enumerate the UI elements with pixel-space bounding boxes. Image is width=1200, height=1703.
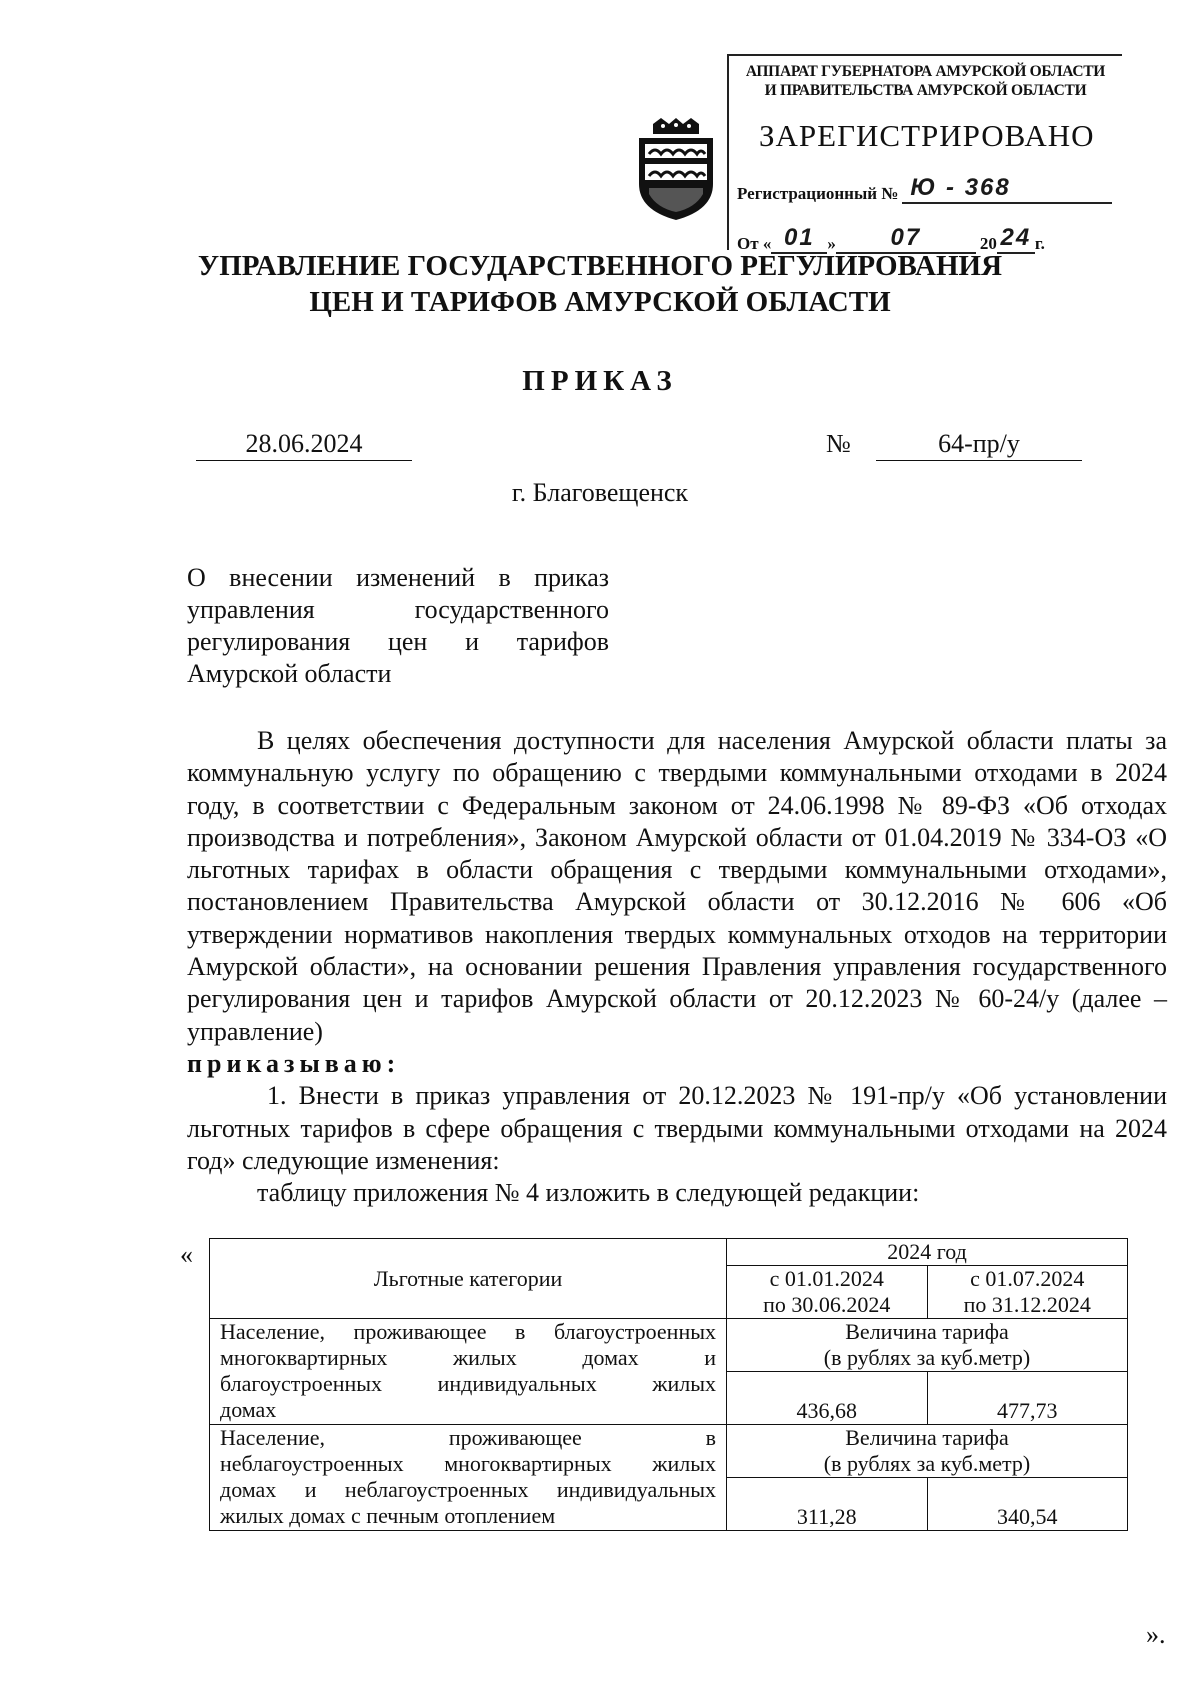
handwritten-day: 01 xyxy=(771,224,827,254)
registration-stamp xyxy=(727,54,1122,253)
order-number: 64-пр/у xyxy=(876,428,1082,461)
row-unit: Величина тарифа (в рублях за куб.метр) xyxy=(727,1319,1128,1372)
row-value-period-2: 477,73 xyxy=(927,1372,1128,1425)
handwritten-reg-number: Ю - 368 xyxy=(902,174,1112,204)
handwritten-year: 24 xyxy=(997,224,1035,254)
row-category: Население, проживающее в неблагоустроенных многоквартирных жилых домах и неблагоустроенных индивидуальных жилых домах с печным отоплением xyxy=(210,1425,727,1531)
header-year: 2024 год xyxy=(727,1239,1128,1266)
handwritten-month: 07 xyxy=(836,224,976,254)
row-category: Население, проживающее в благоустроенных многоквартирных жилых домах и благоустроенных индивидуальных жилых домах xyxy=(210,1319,727,1425)
stamp-status: ЗАРЕГИСТРИРОВАНО xyxy=(759,118,1095,153)
row-value-period-2: 340,54 xyxy=(927,1478,1128,1531)
stamp-registration-number: Регистрационный № Ю - 368 xyxy=(737,174,1112,204)
clause-1-paragraph: 1. Внести в приказ управления от 20.12.2023 № 191-пр/у «Об установлении льготных тарифов в сфере обращения с твердыми коммунальными отходами на 2024 год» следующие изменения: xyxy=(187,1081,1167,1175)
document-title: ПРИКАЗ xyxy=(522,365,678,397)
table-row xyxy=(210,1425,1128,1478)
order-body xyxy=(187,725,1167,1209)
preamble-paragraph: В целях обеспечения доступности для населения Амурской области платы за коммунальную услугу по обращению с твердыми коммунальными отходами в 2024 году, в соответствии с Федеральным законом от 24.06.1998 № 89-ФЗ «Об отходах производства и потребления», Законом Амурской области от 01.04.2019 № 334-ОЗ «О льготных тарифах в области обращения с твердыми коммунальными отходами», постановлением Правительства Амурской области от 30.12.2016 № 606 «Об утверждении нормативов накопления твердых коммунальных отходов на территории Амурской области», на основании решения Правления управления государственного регулирования цен и тарифов Амурской области от 20.12.2023 № 60-24/у (далее – управление) xyxy=(187,726,1167,1046)
header-period-1: с 01.01.2024 по 30.06.2024 xyxy=(727,1266,927,1319)
table-quote-open: « xyxy=(180,1240,193,1269)
issuer-header: УПРАВЛЕНИЕ ГОСУДАРСТВЕННОГО РЕГУЛИРОВАНИЯ ЦЕН И ТАРИФОВ АМУРСКОЙ ОБЛАСТИ xyxy=(197,250,1003,318)
decree-word: приказываю: xyxy=(187,1048,401,1078)
table-quote-close: ». xyxy=(1146,1620,1166,1649)
tariffs-table xyxy=(209,1238,1128,1531)
order-city: г. Благовещенск xyxy=(511,478,689,507)
header-period-2: с 01.07.2024 по 31.12.2024 xyxy=(927,1266,1128,1319)
row-value-period-1: 311,28 xyxy=(727,1478,927,1531)
coat-of-arms-icon xyxy=(635,118,717,222)
order-date: 28.06.2024 xyxy=(196,428,412,461)
table-intro-paragraph: таблицу приложения № 4 изложить в следующей редакции: xyxy=(257,1178,920,1208)
order-number-sign: № xyxy=(826,429,851,458)
header-category: Льготные категории xyxy=(210,1239,727,1319)
row-value-period-1: 436,68 xyxy=(727,1372,927,1425)
table-row xyxy=(210,1319,1128,1372)
stamp-date: От « 01 » 07 20 24 г. xyxy=(737,224,1045,253)
table-header-row xyxy=(210,1239,1128,1266)
stamp-organization: АППАРАТ ГУБЕРНАТОРА АМУРСКОЙ ОБЛАСТИ И ПРАВИТЕЛЬСТВА АМУРСКОЙ ОБЛАСТИ xyxy=(745,63,1106,99)
order-subject: О внесении изменений в приказ управления государственного регулирования цен и тарифов Амурской области xyxy=(187,563,609,688)
row-unit: Величина тарифа (в рублях за куб.метр) xyxy=(727,1425,1128,1478)
